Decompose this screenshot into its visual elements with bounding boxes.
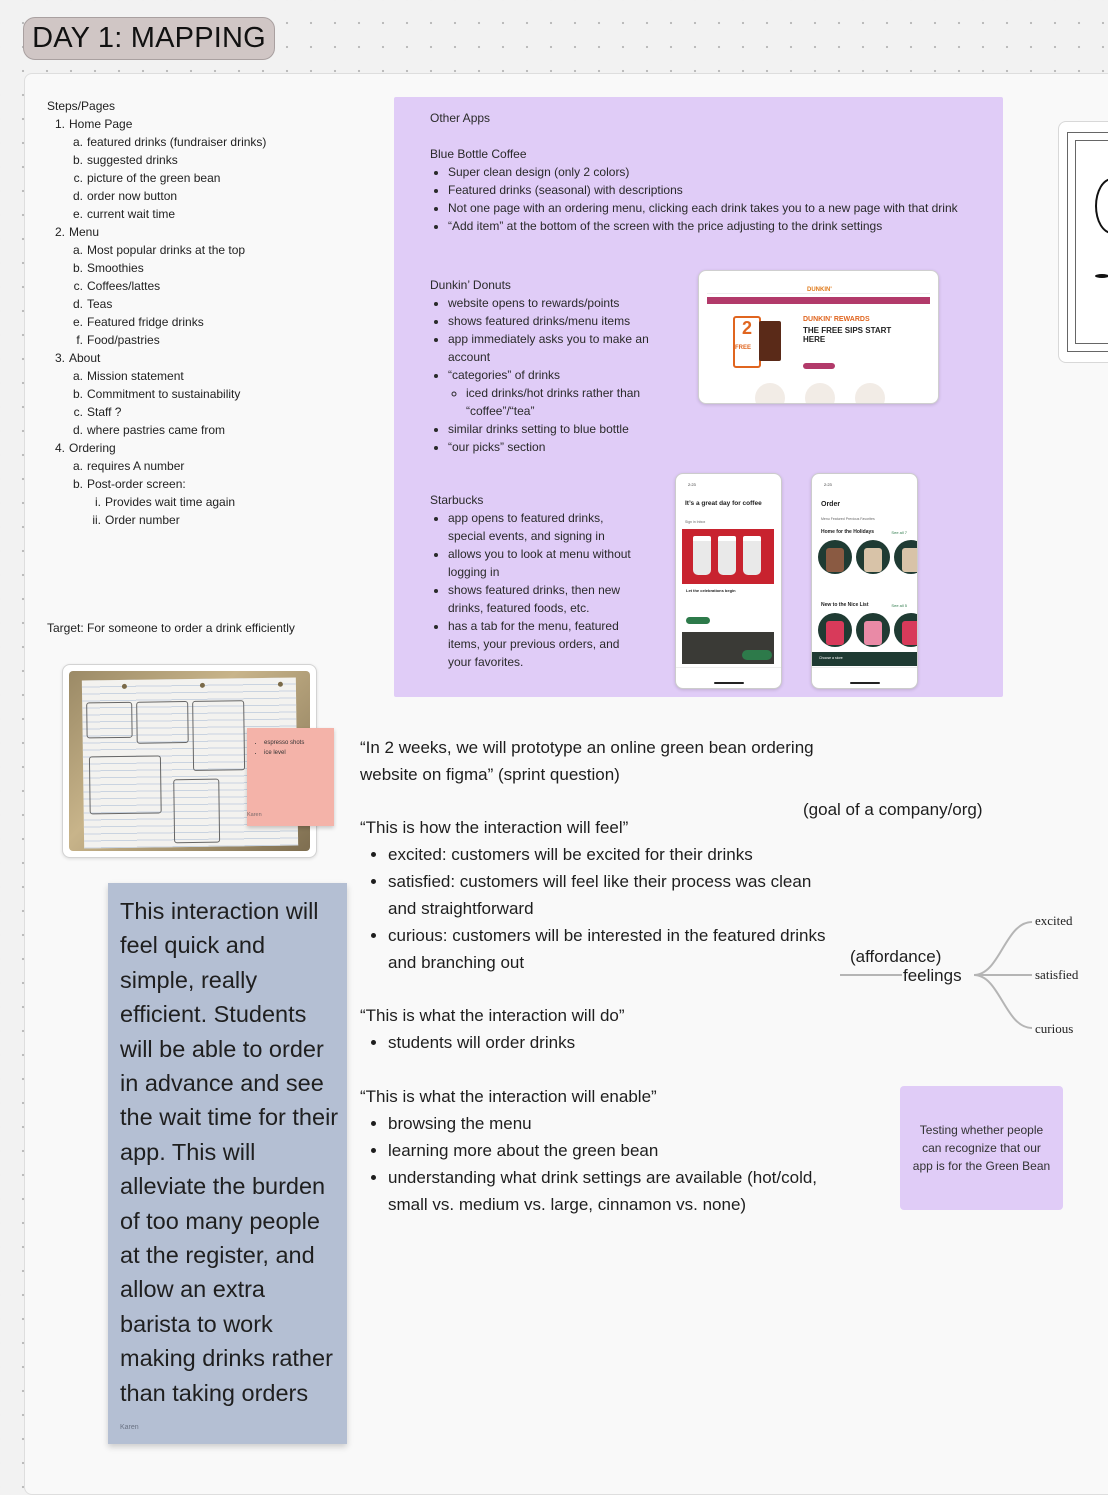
cup-image: [743, 536, 761, 575]
dunkin-bullet: • app immediately asks you to make an account: [448, 330, 670, 366]
mindmap-root: feelings: [903, 966, 962, 985]
sticky-author: Karen: [120, 1424, 139, 1431]
choose-store-bar: [812, 652, 917, 666]
step-item: 3. About: [54, 351, 101, 365]
cup-icon-circle: [805, 383, 835, 404]
feel-block[interactable]: [360, 814, 840, 976]
do-bullet: • students will order drinks: [388, 1029, 840, 1056]
dunkin-rewards-label: DUNKIN' REWARDS: [803, 316, 870, 323]
section-title: Home for the Holidays: [821, 529, 875, 535]
dunkin-banner: [707, 297, 930, 304]
target-statement[interactable]: Target: For someone to order a drink efficiently: [47, 621, 295, 635]
step-subitem: d. order now button: [72, 189, 178, 203]
blue-bottle-bullet: • Featured drinks (seasonal) with descriptions: [448, 181, 1000, 199]
bottom-nav: [812, 667, 917, 680]
frame-border-inner: [1075, 140, 1108, 344]
sticky-note-pink[interactable]: [247, 728, 334, 826]
goal-note[interactable]: (goal of a company/org): [803, 800, 983, 819]
enable-bullet: • understanding what drink settings are available (hot/cold, small vs. medium vs. large, cinnamon vs. none): [388, 1164, 840, 1218]
step-subitem: a. featured drinks (fundraiser drinks): [72, 135, 267, 149]
home-indicator: [714, 682, 744, 684]
drink-circle: [856, 540, 890, 574]
feel-bullet: • excited: customers will be excited for their drinks: [388, 841, 840, 868]
step-subitem: b. Post-order screen:: [72, 477, 186, 491]
signin-inbox: Sign in Inbox: [685, 520, 706, 524]
enable-bullet: • browsing the menu: [388, 1110, 840, 1137]
do-heading: “This is what the interaction will do”: [360, 1006, 625, 1025]
app-icon-circle: [755, 383, 785, 404]
dunkin-logo: DUNKIN': [807, 287, 832, 293]
step-subitem: c. Staff ?: [73, 405, 122, 419]
blue-bottle-bullet: • Not one page with an ordering menu, clicking each drink takes you to a new page with that drink: [448, 199, 1000, 217]
status-time: 2:23: [824, 482, 832, 487]
dunkin-headline: THE FREE SIPS START HERE: [803, 326, 892, 344]
section-title: New to the Nice List: [821, 602, 869, 608]
sticky-bullet: • ice level: [264, 748, 304, 758]
sticky-author-label: Karen: [247, 812, 262, 818]
step-item: 2. Menu: [54, 225, 100, 239]
feelings-mindmap[interactable]: [840, 910, 1108, 1040]
step-subitem: b. Smoothies: [72, 261, 144, 275]
starbucks-order-screenshot[interactable]: [811, 473, 918, 689]
starbucks-bullet: • shows featured drinks, then new drinks, featured foods, etc.: [448, 581, 640, 617]
step-subitem: f. Food/pastries: [76, 333, 160, 347]
dunkin-sub-bullet: ◦ iced drinks/hot drinks rather than “coffee”/“tea”: [466, 384, 670, 420]
iced-coffee-image: [759, 321, 781, 361]
sticky-bullet: • espresso shots: [264, 738, 304, 748]
dunkin-join-button: [803, 363, 835, 369]
mindmap-leaf-satisfied: satisfied: [1035, 967, 1079, 982]
steps-heading: Steps/Pages: [47, 99, 116, 113]
drink-circle: [894, 613, 918, 647]
step-subitem: c. Coffees/lattes: [73, 279, 161, 293]
blue-bottle-bullet: • “Add item” at the bottom of the screen with the price adjusting to the drink settings: [448, 217, 1000, 235]
sticky-note-purple[interactable]: [900, 1086, 1063, 1210]
blue-bottle-notes: [430, 145, 1000, 235]
dunkin-bullet: • website opens to rewards/points: [448, 294, 670, 312]
cup-image: [693, 536, 711, 575]
sticky-note-blue[interactable]: [108, 883, 347, 1444]
drink-circle: [894, 540, 918, 574]
starbucks-home-title: It’s a great day for coffee: [685, 500, 762, 507]
see-all-link: See all 7: [891, 530, 907, 535]
home-indicator: [850, 682, 880, 684]
dunkin-notes: [430, 276, 670, 456]
blue-bottle-heading: Blue Bottle Coffee: [430, 147, 527, 161]
blue-bottle-bullet: • Super clean design (only 2 colors): [448, 163, 1000, 181]
do-block[interactable]: [360, 1002, 840, 1056]
card-title: Let the celebrations begin: [686, 588, 736, 593]
drink-circle: [818, 613, 852, 647]
bottom-nav: [676, 667, 781, 680]
dunkin-bullet: • “our picks” section: [448, 438, 670, 456]
step-subitem: a. Most popular drinks at the top: [72, 243, 246, 257]
join-now-button: [742, 650, 772, 660]
step-subitem: a. Mission statement: [72, 369, 184, 383]
mindmap-root-note: (affordance): [850, 947, 942, 966]
step-subsubitem: i. Provides wait time again: [95, 495, 236, 509]
feel-heading: “This is how the interaction will feel”: [360, 818, 629, 837]
other-apps-heading: Other Apps: [430, 111, 491, 125]
reward-icon-circle: [855, 383, 885, 404]
step-subitem: a. requires A number: [72, 459, 185, 473]
step-subitem: b. Commitment to sustainability: [72, 387, 241, 401]
store-label: Choose a store: [819, 656, 843, 660]
step-item: 4. Ordering: [54, 441, 116, 455]
feel-bullet: • curious: customers will be interested in the featured drinks and branching out: [388, 922, 840, 976]
enable-heading: “This is what the interaction will enable”: [360, 1087, 657, 1106]
order-tabs: Menu Featured Previous Favorites: [821, 517, 875, 521]
dunkin-free-label: FREE: [735, 345, 752, 351]
enable-bullet: • learning more about the green bean: [388, 1137, 840, 1164]
sticky-note-text: Testing whether people can recognize that our app is for the Green Bean: [912, 1123, 1051, 1173]
sticky-note-text: This interaction will feel quick and simple, really efficient. Students will be able to order in advance and see the wait time for their app. This will alleviate the burden of too many people at the register, and allow an extra barista to work making drinks rather than taking orders: [120, 898, 339, 1406]
cup-image: [718, 536, 736, 575]
dunkin-bullet: • similar drinks setting to blue bottle: [448, 420, 670, 438]
mindmap-leaf-curious: curious: [1035, 1021, 1074, 1036]
enable-block[interactable]: [360, 1083, 840, 1218]
other-apps-panel[interactable]: [394, 97, 1003, 697]
step-subitem: b. suggested drinks: [72, 153, 178, 167]
drink-circle: [856, 613, 890, 647]
order-now-button: [686, 617, 710, 624]
starbucks-notes: [430, 491, 640, 671]
sprint-question[interactable]: “In 2 weeks, we will prototype an online green bean ordering website on figma” (sprint question): [360, 738, 814, 784]
step-subitem: e. Featured fridge drinks: [72, 315, 204, 329]
order-title: Order: [821, 501, 841, 508]
starbucks-bullet: • app opens to featured drinks, special events, and signing in: [448, 509, 640, 545]
dunkin-bullet: • shows featured drinks/menu items: [448, 312, 670, 330]
steps-pages-list[interactable]: [47, 97, 367, 529]
dunkin-badge: 2: [733, 316, 761, 368]
dunkin-bullet: • “categories” of drinks ◦ iced drinks/hot drinks rather than “coffee”/“tea”: [448, 366, 670, 420]
step-item: 1. Home Page: [54, 117, 133, 131]
offscreen-frame[interactable]: [1058, 121, 1108, 363]
starbucks-home-screenshot[interactable]: [675, 473, 782, 689]
feel-bullet: • satisfied: customers will feel like their process was clean and straightforward: [388, 868, 840, 922]
step-subitem: d. where pastries came from: [72, 423, 226, 437]
page-title[interactable]: DAY 1: MAPPING: [23, 17, 275, 60]
step-subitem: d. Teas: [72, 297, 113, 311]
status-time: 2:23: [688, 482, 696, 487]
dunkin-website-screenshot[interactable]: [698, 270, 939, 404]
starbucks-heading: Starbucks: [430, 493, 484, 507]
step-subsubitem: ii. Order number: [92, 513, 180, 527]
dunkin-heading: Dunkin’ Donuts: [430, 278, 511, 292]
drawn-mark: [1095, 274, 1108, 278]
mindmap-leaf-excited: excited: [1035, 913, 1073, 928]
step-subitem: c. picture of the green bean: [73, 171, 221, 185]
step-subitem: e. current wait time: [72, 207, 176, 221]
starbucks-bullet: • has a tab for the menu, featured items, your previous orders, and your favorites.: [448, 617, 640, 671]
see-all-link: See all 5: [891, 603, 907, 608]
starbucks-bullet: • allows you to look at menu without logging in: [448, 545, 640, 581]
drink-circle: [818, 540, 852, 574]
